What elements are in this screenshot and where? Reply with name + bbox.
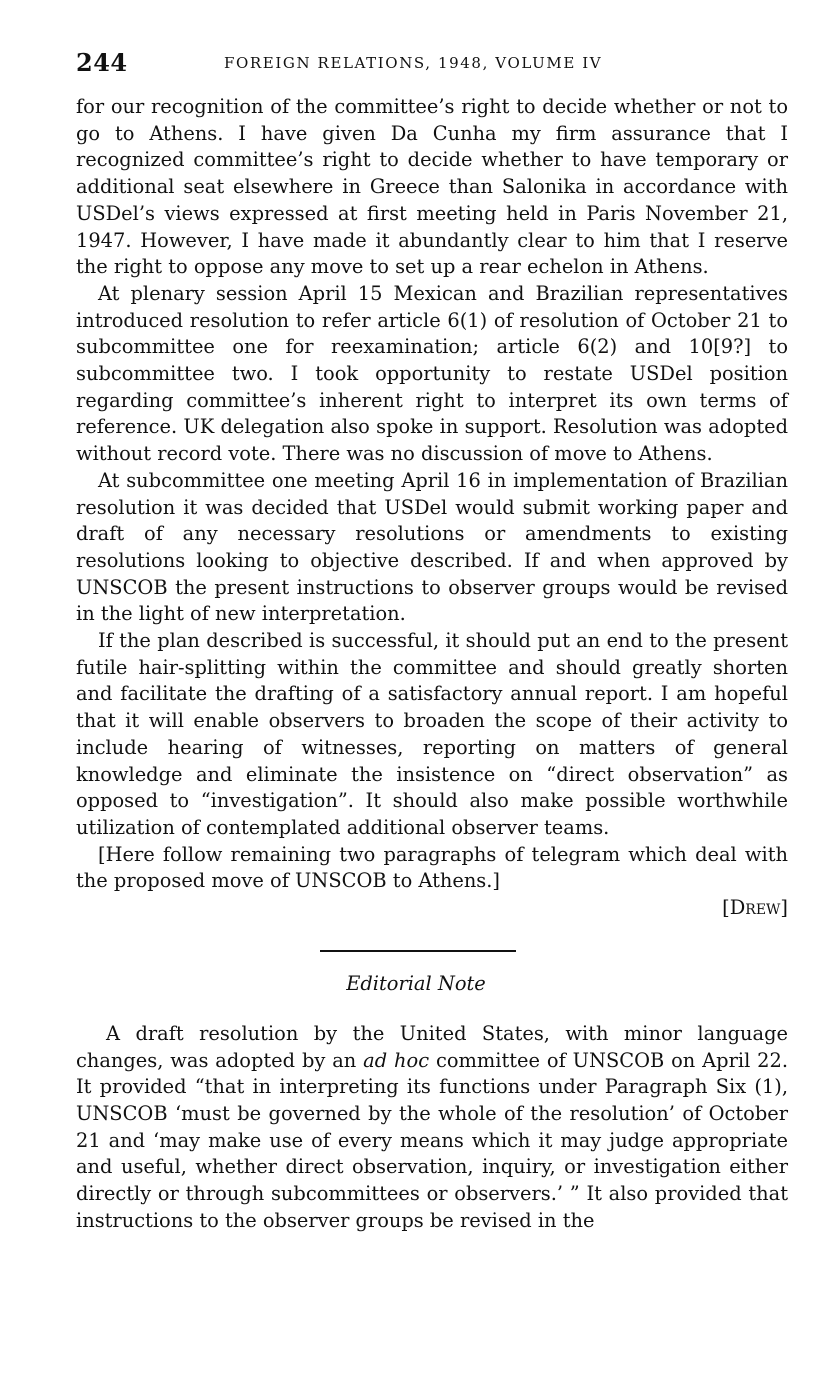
italic-phrase: ad hoc (363, 1048, 430, 1072)
section-divider (320, 950, 516, 952)
signature-text: [Drew] (722, 896, 788, 920)
telegram-body (76, 94, 788, 895)
section-title: Editorial Note (346, 971, 486, 995)
signature (76, 895, 788, 922)
bracketed-note: [Here follow remaining two paragraphs of telegram which deal with the proposed move of UNSCOB to Athens.] (76, 842, 788, 893)
paragraph: At plenary session April 15 Mexican and Brazilian representatives introduced resolution to refer article 6(1) of resolution of October 21 to subcommittee one for reexamination; article 6(2) and 10[9?] to subcommittee two. I took opportunity to restate USDel position regarding committee’s inherent right to interpret its own terms of reference. UK delegation also spoke in support. Resolution was adopted without record vote. There was no discussion of move to Athens. (76, 281, 788, 466)
editorial-note-body (76, 1021, 788, 1235)
running-head: FOREIGN RELATIONS, 1948, VOLUME IV (224, 54, 603, 72)
paragraph: At subcommittee one meeting April 16 in implementation of Brazilian resolution it was decided that USDel would submit working paper and draft of any necessary resolutions or amendments to existing resolutions looking to objective described. If and when approved by UNSCOB the present instructions to observer groups would be revised in the light of new interpretation. (76, 468, 788, 626)
paragraph (76, 1021, 788, 1235)
page-header (76, 48, 788, 82)
note-text-start: A draft resolution by the United States, with minor language changes, was adopted by an (76, 1021, 788, 1072)
document-page (76, 48, 788, 1234)
note-text-end: committee of UNSCOB on April 22. It provided “that in interpreting its functions under Paragraph Six (1), UNSCOB ‘must be governed by the whole of the resolution’ of October 21 and ‘may make use of every means which it may judge appropriate and useful, whether direct observation, inquiry, or investigation either directly or through subcommittees or observers.’ ” It also provided that instructions to the observer groups be revised in the (76, 1048, 789, 1232)
paragraph: for our recognition of the committee’s right to decide whether or not to go to Athens. I have given Da Cunha my firm assurance that I recognized committee’s right to decide whether to have temporary or additional seat elsewhere in Greece than Salonika in accordance with USDel’s views expressed at first meeting held in Paris November 21, 1947. However, I have made it abundantly clear to him that I reserve the right to oppose any move to set up a rear echelon in Athens. (76, 95, 788, 279)
page-number: 244 (76, 48, 128, 77)
paragraph: If the plan described is successful, it should put an end to the present futile hair-splitting within the committee and should greatly shorten and facilitate the drafting of a satisfactory annual report. I am hopeful that it will enable observers to broaden the scope of their activity to include hearing of witnesses, reporting on matters of general knowledge and eliminate the insistence on “direct observation” as opposed to “investigation”. It should also make possible worthwhile utilization of contemplated additional observer teams. (76, 629, 788, 839)
